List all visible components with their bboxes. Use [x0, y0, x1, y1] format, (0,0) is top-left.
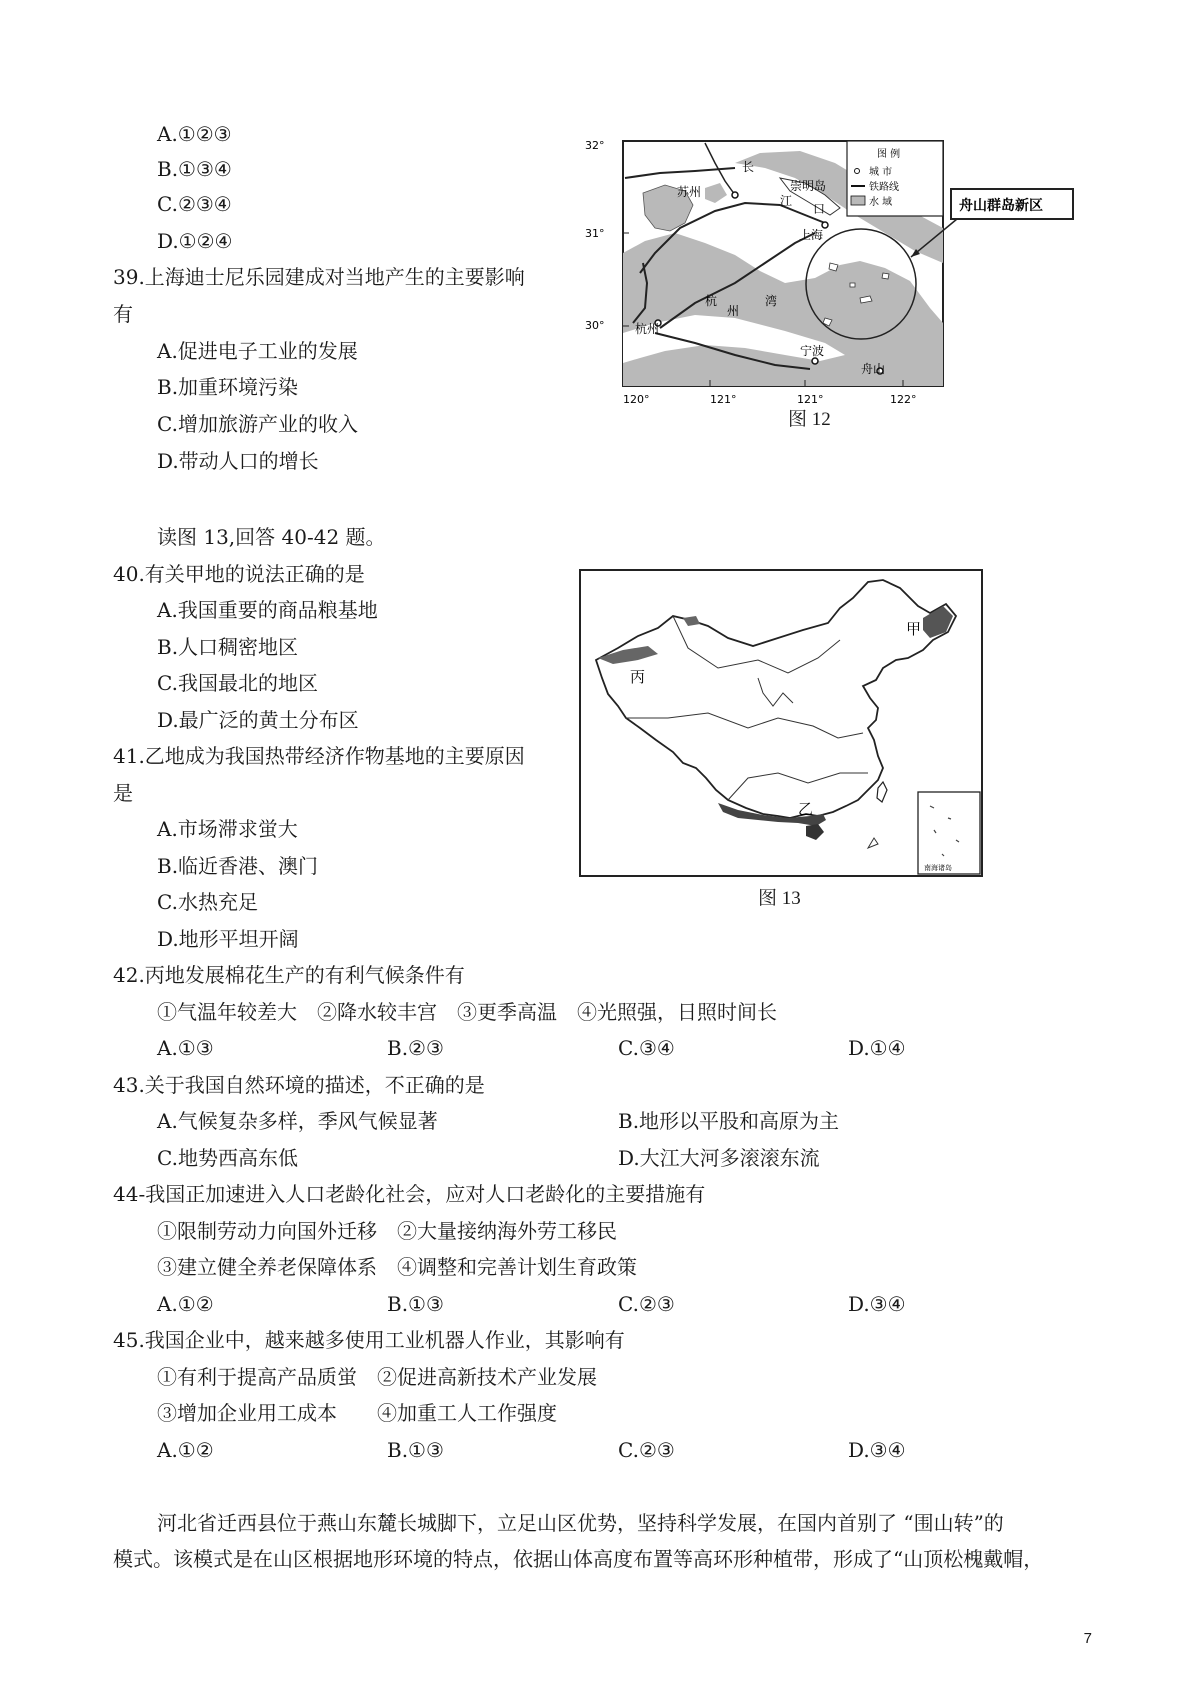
legend-title: 图 例	[877, 149, 901, 160]
q45-option-c: C.②③	[618, 1438, 675, 1462]
q44-stem: 44-我国正加速进入人口老龄化社会，应对人口老龄化的主要措施有	[113, 1182, 706, 1206]
q43-option-a: A.气候复杂多样，季风气候显著	[157, 1109, 438, 1133]
q42-option-c: C.③④	[618, 1036, 675, 1060]
lon-label-120: 120°	[623, 393, 650, 406]
q44-option-c: C.②③	[618, 1292, 675, 1316]
lon-label-121b: 121°	[797, 393, 824, 406]
q42-stem: 42.丙地发展棉花生产的有利气候条件有	[113, 963, 465, 987]
q41-option-b: B.临近香港、澳门	[157, 854, 319, 878]
q39-stem-cont: 有	[113, 302, 133, 326]
label-chang: 长	[742, 160, 755, 174]
q42-items: ①气温年较差大 ②降水较丰宫 ③更季高温 ④光照强，日照时间长	[157, 1000, 777, 1024]
q41-stem-cont: 是	[113, 781, 133, 805]
lat-label-32: 32°	[585, 139, 605, 152]
label-ningbo: 宁波	[800, 344, 825, 358]
callout-zhoushan-new-area: 舟山群岛新区	[959, 198, 1043, 214]
q45-option-d: D.③④	[848, 1438, 906, 1462]
q40-stem: 40.有关甲地的说法正确的是	[113, 562, 365, 586]
figure-13-map	[578, 568, 984, 878]
q39-option-c: C.增加旅游产业的收入	[157, 412, 358, 436]
q44-items-2: ③建立健全养老保障体系 ④调整和完善计划生育政策	[157, 1255, 637, 1279]
lat-label-31: 31°	[585, 227, 605, 240]
q44-option-d: D.③④	[848, 1292, 906, 1316]
lon-label-121a: 121°	[710, 393, 737, 406]
figure-13-caption: 图 13	[758, 888, 801, 909]
q41-stem: 41.乙地成为我国热带经济作物基地的主要原因	[113, 744, 525, 768]
q40-option-c: C.我国最北的地区	[157, 671, 318, 695]
q40-option-b: B.人口稠密地区	[157, 635, 299, 659]
legend-railway: 铁路线	[869, 182, 899, 193]
label-wan: 湾	[765, 294, 778, 308]
q41-option-c: C.水热充足	[157, 890, 258, 914]
q38-option-b: B.①③④	[157, 157, 232, 181]
passage-line-2: 模式。该模式是在山区根据地形环境的特点，依据山体高度布置等高环形种植带，形成了“山顶松槐戴帽，	[113, 1547, 1044, 1571]
q40-option-d: D.最广泛的黄土分布区	[157, 708, 359, 732]
q39-stem: 39.上海迪士尼乐园建成对当地产生的主要影响	[113, 265, 525, 289]
figure-12-map	[585, 133, 1075, 408]
q39-option-d: D.带动人口的增长	[157, 449, 319, 473]
label-hang: 杭	[705, 294, 718, 308]
q41-option-a: A.市场滞求蛍大	[157, 817, 298, 841]
q39-option-b: B.加重环境污染	[157, 375, 299, 399]
q44-option-a: A.①②	[157, 1292, 214, 1316]
q41-option-d: D.地形平坦开阔	[157, 927, 299, 951]
q45-option-b: B.①③	[387, 1438, 444, 1462]
q44-option-b: B.①③	[387, 1292, 444, 1316]
q44-items-1: ①限制劳动力向国外迁移 ②大量接纳海外劳工移民	[157, 1219, 617, 1243]
label-bing: 丙	[630, 668, 646, 686]
q38-option-a: A.①②③	[157, 122, 232, 146]
legend-city: 城 市	[869, 167, 893, 178]
q42-option-d: D.①④	[848, 1036, 906, 1060]
label-chongming: 崇明岛	[790, 179, 827, 193]
q43-option-c: C.地势西高东低	[157, 1146, 298, 1170]
page-number: 7	[1083, 1630, 1092, 1647]
label-shanghai: 上海	[799, 228, 824, 242]
label-jia: 甲	[906, 620, 922, 638]
intro-fig13: 读图 13,回答 40-42 题。	[157, 525, 386, 549]
label-jiang: 江	[780, 194, 793, 208]
q45-items-1: ①有利于提高产品质蛍 ②促进高新技术产业发展	[157, 1365, 597, 1389]
q38-option-d: D.①②④	[157, 229, 233, 253]
legend-water: 水 域	[869, 197, 893, 208]
q39-option-a: A.促进电子工业的发展	[157, 339, 358, 363]
q42-option-a: A.①③	[157, 1036, 214, 1060]
label-zhou: 州	[727, 304, 740, 318]
q38-option-c: C.②③④	[157, 192, 232, 216]
label-hangzhou: 杭州	[635, 322, 660, 336]
q45-items-2: ③增加企业用工成本 ④加重工人工作强度	[157, 1401, 557, 1425]
label-yi: 乙	[798, 800, 814, 818]
q40-option-a: A.我国重要的商品粮基地	[157, 598, 378, 622]
q43-stem: 43.关于我国自然环境的描述，不正确的是	[113, 1073, 485, 1097]
lon-label-122: 122°	[890, 393, 917, 406]
label-kou: 口	[813, 202, 826, 216]
q43-option-b: B.地形以平股和高原为主	[618, 1109, 840, 1133]
lat-label-30: 30°	[585, 319, 605, 332]
label-suzhou: 苏州	[677, 185, 702, 199]
figure-12-caption: 图 12	[788, 409, 831, 430]
q42-option-b: B.②③	[387, 1036, 444, 1060]
label-zhoushan: 舟山	[861, 362, 886, 376]
q45-stem: 45.我国企业中，越来越多使用工业机器人作业，其影响有	[113, 1328, 625, 1352]
q43-option-d: D.大江大河多滚滚东流	[618, 1146, 820, 1170]
inset-label: 南海诸岛	[924, 864, 952, 872]
passage-line-1: 河北省迁西县位于燕山东麓长城脚下，立足山区优势，坚持科学发展，在国内首别了 “围山转”的	[157, 1511, 1004, 1535]
q45-option-a: A.①②	[157, 1438, 214, 1462]
